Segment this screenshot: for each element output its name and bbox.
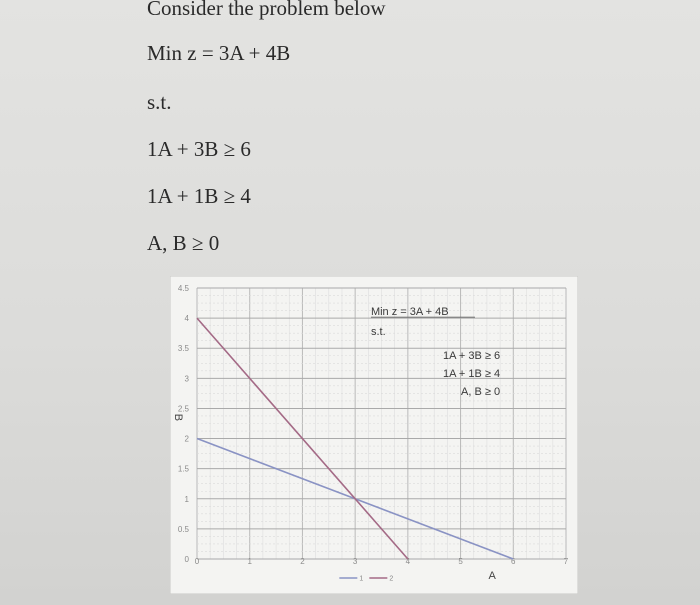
- chart-background: [170, 276, 578, 594]
- chart-annotation-3: 1A + 3B ≥ 6: [442, 350, 501, 363]
- y-axis-label: B: [172, 413, 184, 422]
- constraint-2: 1A + 1B ≥ 4: [147, 184, 251, 208]
- y-tick-label: 2.5: [177, 404, 189, 414]
- legend-label-1: 1: [359, 575, 364, 583]
- chart-annotation-2: s.t.: [370, 325, 386, 338]
- x-tick-label: 2: [300, 557, 305, 566]
- y-tick-label: 1.5: [177, 464, 189, 474]
- chart-annotation-1: Min z = 3A + 4B: [370, 306, 449, 319]
- y-tick-label: 0: [184, 555, 189, 564]
- x-tick-label: 5: [458, 557, 463, 566]
- x-tick-label: 3: [352, 557, 358, 566]
- problem-heading: Consider the problem below: [147, 0, 386, 20]
- objective-function: Min z = 3A + 4B: [147, 41, 291, 65]
- x-tick-label: 4: [405, 557, 411, 566]
- y-tick-label: 2: [184, 434, 189, 444]
- chart-annotation-5: A, B ≥ 0: [461, 386, 501, 399]
- x-axis-label: A: [488, 570, 496, 582]
- x-tick-label: 1: [247, 557, 252, 566]
- chart-svg: [170, 276, 578, 594]
- y-tick-label: 4: [184, 314, 189, 324]
- legend-label-2: 2: [389, 575, 394, 583]
- constraint-3: A, B ≥ 0: [147, 231, 220, 255]
- chart-annotation-4: 1A + 1B ≥ 4: [442, 368, 501, 381]
- constraint-1: 1A + 3B ≥ 6: [147, 137, 251, 161]
- y-tick-label: 3.5: [177, 344, 189, 354]
- lp-graph-chart: [170, 276, 578, 594]
- y-tick-label: 1: [184, 494, 189, 504]
- x-tick-label: 7: [563, 557, 569, 566]
- subject-to-label: s.t.: [147, 90, 172, 114]
- x-tick-label: 0: [194, 557, 200, 566]
- y-tick-label: 4.5: [177, 284, 189, 293]
- x-tick-label: 6: [511, 557, 516, 566]
- y-tick-label: 0.5: [177, 524, 189, 534]
- y-tick-label: 3: [184, 374, 189, 384]
